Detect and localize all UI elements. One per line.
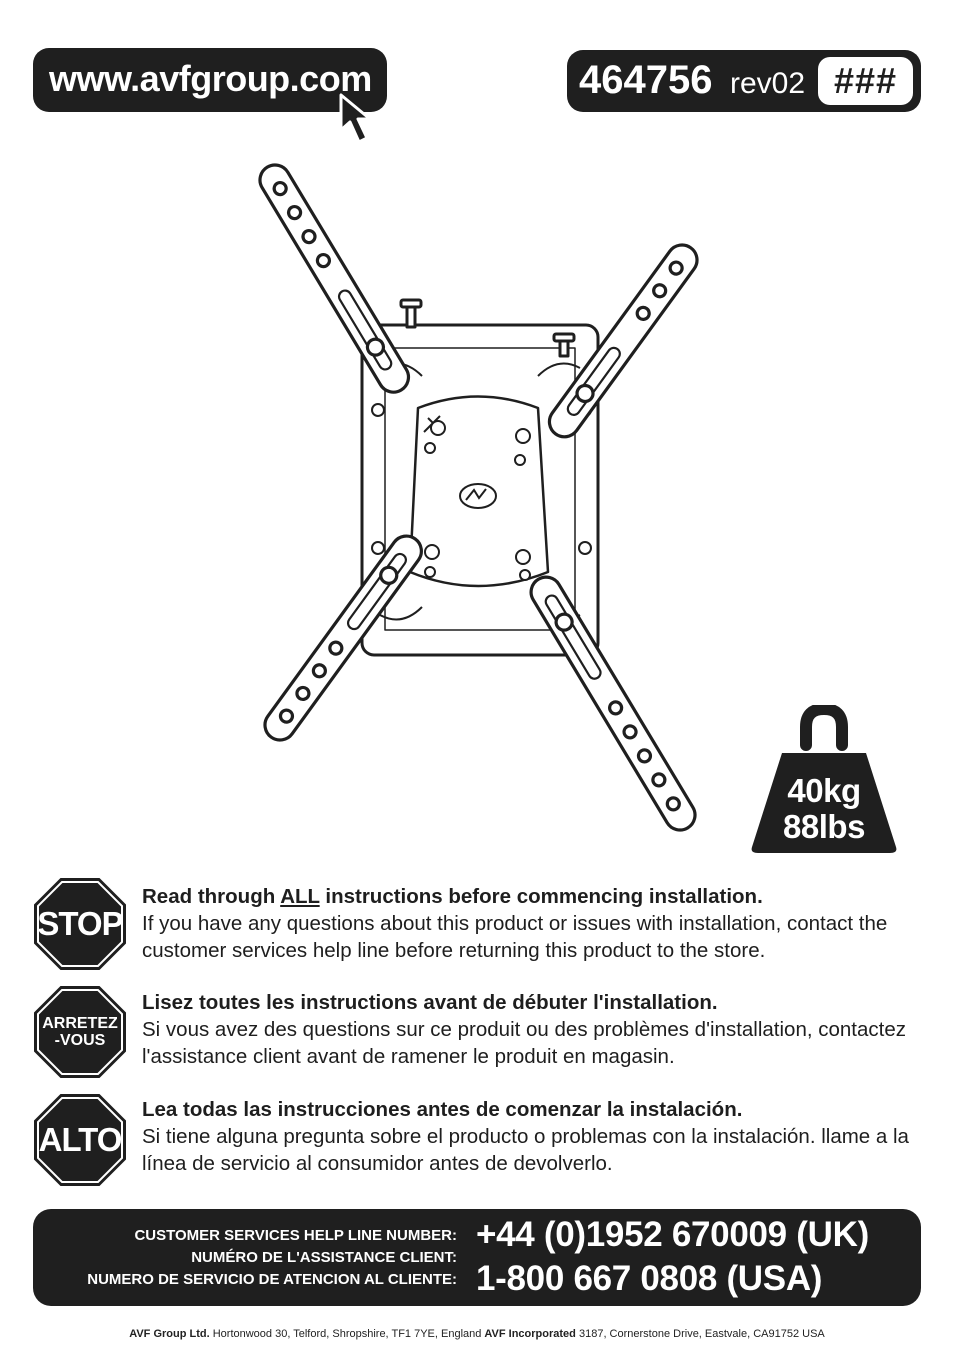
product-code-banner (567, 50, 921, 112)
website-url[interactable]: www.avfgroup.com (49, 58, 372, 99)
notice-english (142, 883, 932, 964)
weight-limit-lbs: 88lbs (783, 808, 865, 845)
notice-french (142, 989, 932, 1070)
weight-limit-kg: 40kg (787, 772, 861, 809)
helpline-labels (87, 1225, 457, 1291)
helpline-label-fr: NUMÉRO DE L'ASSISTANCE CLIENT: (191, 1249, 457, 1266)
notice-english-heading: Read through ALL instructions before commencing installation. (142, 885, 763, 908)
weight-limit-badge (750, 705, 898, 855)
notice-spanish (142, 1096, 932, 1177)
revision-label: rev02 (730, 67, 806, 100)
helpline-label-en: CUSTOMER SERVICES HELP LINE NUMBER: (134, 1227, 457, 1244)
stop-sign-icon (33, 877, 127, 971)
website-banner (33, 48, 387, 112)
notice-spanish-heading: Lea todas las instrucciones antes de comenzar la instalación. (142, 1098, 743, 1121)
arretez-sign-label: ARRETEZ -VOUS (42, 1015, 118, 1049)
notice-french-heading: Lisez toutes les instructions avant de débuter l'installation. (142, 991, 718, 1014)
uk-address: Hortonwood 30, Telford, Shropshire, TF1 7YE, England (212, 1328, 482, 1340)
stop-sign-label: STOP (37, 905, 123, 942)
alto-sign-label: ALTO (38, 1121, 122, 1158)
tv-mount-illustration (250, 160, 710, 850)
batch-code-box: ### (818, 57, 913, 105)
us-company-name: AVF Incorporated (484, 1328, 576, 1340)
uk-company-name: AVF Group Ltd. (129, 1328, 210, 1340)
notice-french-body: Si vous avez des questions sur ce produit ou des problèmes d'installation, contactez l'assistance client avant de ramener le produit en magasin. (142, 1018, 906, 1068)
helpline-phones (476, 1213, 869, 1301)
helpline-banner (33, 1209, 921, 1306)
footer-addresses (0, 1328, 954, 1340)
alto-sign-icon (33, 1093, 127, 1187)
arretez-sign-icon (33, 985, 127, 1079)
us-address: 3187, Cornerstone Drive, Eastvale, CA91752 USA (578, 1328, 825, 1340)
avf-logo-icon (460, 484, 496, 508)
notice-english-body: If you have any questions about this product or issues with installation, contact the customer services help line before returning this product to the store. (142, 912, 888, 962)
notice-spanish-body: Si tiene alguna pregunta sobre el producto o problemas con la instalación. llame a la línea de servicio al consumidor antes de devolverlo. (142, 1125, 909, 1175)
phone-usa[interactable]: 1-800 667 0808 (USA) (476, 1259, 823, 1298)
helpline-label-es: NUMERO DE SERVICIO DE ATENCION AL CLIENTE: (87, 1271, 457, 1288)
phone-uk[interactable]: +44 (0)1952 670009 (UK) (476, 1215, 869, 1254)
cursor-arrow-icon (338, 92, 388, 148)
product-code: 464756 (579, 58, 713, 102)
